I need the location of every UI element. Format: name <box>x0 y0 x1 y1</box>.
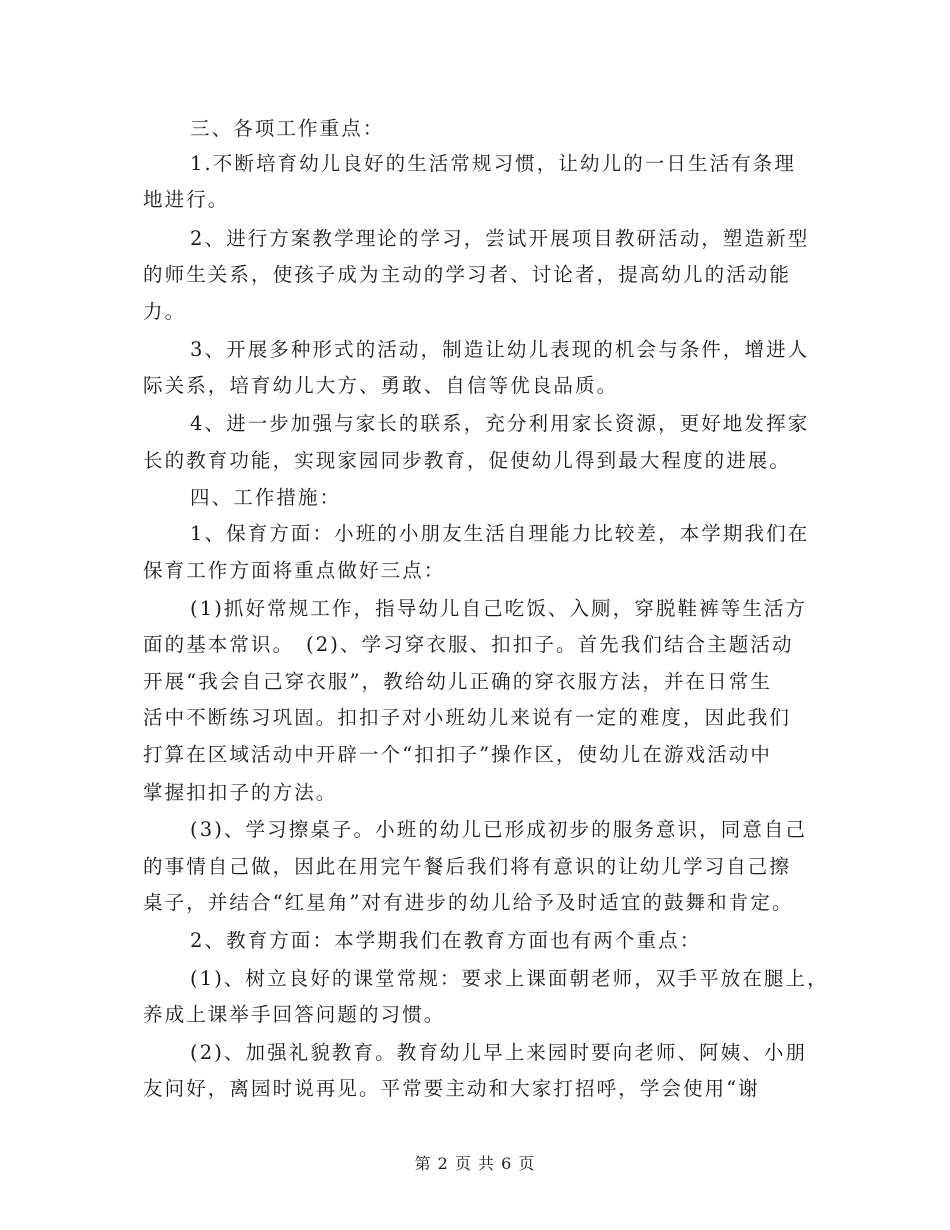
paragraph-line: 保育工作方面将重点做好三点： <box>143 559 446 582</box>
paragraph-line: (2)、加强礼貌教育。教育幼儿早上来园时要向老师、阿姨、小朋 <box>190 1041 808 1064</box>
paragraph-line: 活中不断练习巩固。扣扣子对小班幼儿来说有一定的难度，因此我们 <box>143 706 792 729</box>
paragraph-line: 长的教育功能，实现家园同步教育，促使幼儿得到最大程度的进展。 <box>143 449 792 472</box>
paragraph-line: 2、教育方面：本学期我们在教育方面也有两个重点： <box>190 929 702 952</box>
paragraph-line: 友问好，离园时说再见。平常要主动和大家打招呼，学会使用“谢 <box>143 1077 760 1100</box>
section-heading: 四、工作措施： <box>190 486 342 509</box>
paragraph-line: 4、进一步加强与家长的联系，充分利用家长资源，更好地发挥家 <box>190 412 810 435</box>
paragraph-line: 掌握扣扣子的方法。 <box>143 781 338 804</box>
section-heading: 三、各项工作重点： <box>190 117 385 140</box>
paragraph-line: 1.不断培育幼儿良好的生活常规习惯，让幼儿的一日生活有条理 <box>190 152 797 175</box>
paragraph-line: 地进行。 <box>143 188 230 211</box>
paragraph-line: 面的基本常识。 (2)、学习穿衣服、扣扣子。首先我们结合主题活动 <box>143 633 794 656</box>
paragraph-line: 开展“我会自己穿衣服”，教给幼儿正确的穿衣服方法，并在日常生 <box>143 670 772 693</box>
paragraph-line: 际关系，培育幼儿大方、勇敢、自信等优良品质。 <box>143 374 619 397</box>
paragraph-line: 力。 <box>143 300 187 323</box>
paragraph-line: 的师生关系，使孩子成为主动的学习者、讨论者，提高幼儿的活动能 <box>143 263 792 286</box>
paragraph-line: (3)、学习擦桌子。小班的幼儿已形成初步的服务意识，同意自己 <box>190 818 808 841</box>
paragraph-line: 3、开展多种形式的活动，制造让幼儿表现的机会与条件，增进人 <box>190 338 810 361</box>
paragraph-line: 养成上课举手回答问题的习惯。 <box>143 1003 446 1026</box>
paragraph-line: 2、进行方案教学理论的学习，尝试开展项目教研活动，塑造新型 <box>190 227 810 250</box>
paragraph-line: (1)抓好常规工作，指导幼儿自己吃饭、入厕，穿脱鞋裤等生活方 <box>190 597 808 620</box>
page-number-footer: 第 2 页 共 6 页 <box>414 1154 536 1173</box>
paragraph-line: 的事情自己做，因此在用完午餐后我们将有意识的让幼儿学习自己擦 <box>143 855 792 878</box>
paragraph-line: 1、保育方面：小班的小朋友生活自理能力比较差，本学期我们在 <box>190 522 810 545</box>
paragraph-line: 桌子，并结合“红星角”对有进步的幼儿给予及时适宜的鼓舞和肯定。 <box>143 891 794 914</box>
paragraph-line: (1)、树立良好的课堂常规：要求上课面朝老师，双手平放在腿上， <box>190 967 829 990</box>
paragraph-line: 打算在区域活动中开辟一个“扣扣子”操作区，使幼儿在游戏活动中 <box>143 743 772 766</box>
